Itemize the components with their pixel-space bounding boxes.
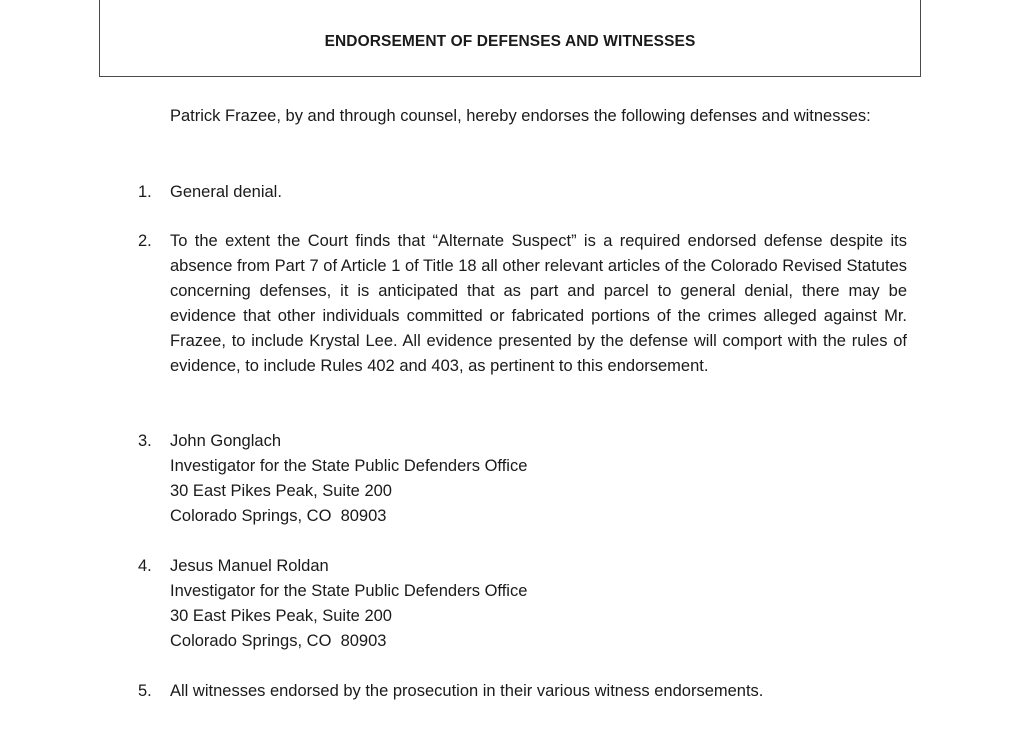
document-title: ENDORSEMENT OF DEFENSES AND WITNESSES	[324, 33, 696, 50]
witness-address-line-1: 30 East Pikes Peak, Suite 200	[170, 607, 392, 625]
title-box	[99, 0, 921, 77]
item-text: General denial.	[170, 183, 282, 201]
witness-block	[170, 429, 907, 529]
item-number: 1.	[138, 183, 152, 201]
intro-paragraph: Patrick Frazee, by and through counsel, hereby endorses the following defenses and witnesses:	[170, 107, 871, 125]
item-text: To the extent the Court finds that “Alternate Suspect” is a required endorsed defense despite its absence from Part 7 of Article 1 of Title 18 all other relevant articles of the Colorado Revised Statutes concerning defenses, it is anticipated that as part and parcel to general denial, there may be evidence that other individuals committed or fabricated portions of the crimes alleged against Mr. Frazee, to include Krystal Lee. All evidence presented by the defense will comport with the rules of evidence, to include Rules 402 and 403, as pertinent to this endorsement.	[170, 232, 907, 375]
item-text: All witnesses endorsed by the prosecution in their various witness endorsements.	[170, 682, 764, 700]
witness-address-line-1: 30 East Pikes Peak, Suite 200	[170, 482, 392, 500]
witness-role: Investigator for the State Public Defenders Office	[170, 457, 528, 475]
witness-address-line-2: Colorado Springs, CO 80903	[170, 632, 387, 650]
witness-name: John Gonglach	[170, 432, 281, 450]
witness-block	[170, 554, 907, 654]
item-number: 4.	[138, 557, 152, 575]
item-number: 3.	[138, 432, 152, 450]
witness-address-line-2: Colorado Springs, CO 80903	[170, 507, 387, 525]
witness-role: Investigator for the State Public Defenders Office	[170, 582, 528, 600]
witness-name: Jesus Manuel Roldan	[170, 557, 329, 575]
item-number: 5.	[138, 682, 152, 700]
item-number: 2.	[138, 232, 152, 250]
